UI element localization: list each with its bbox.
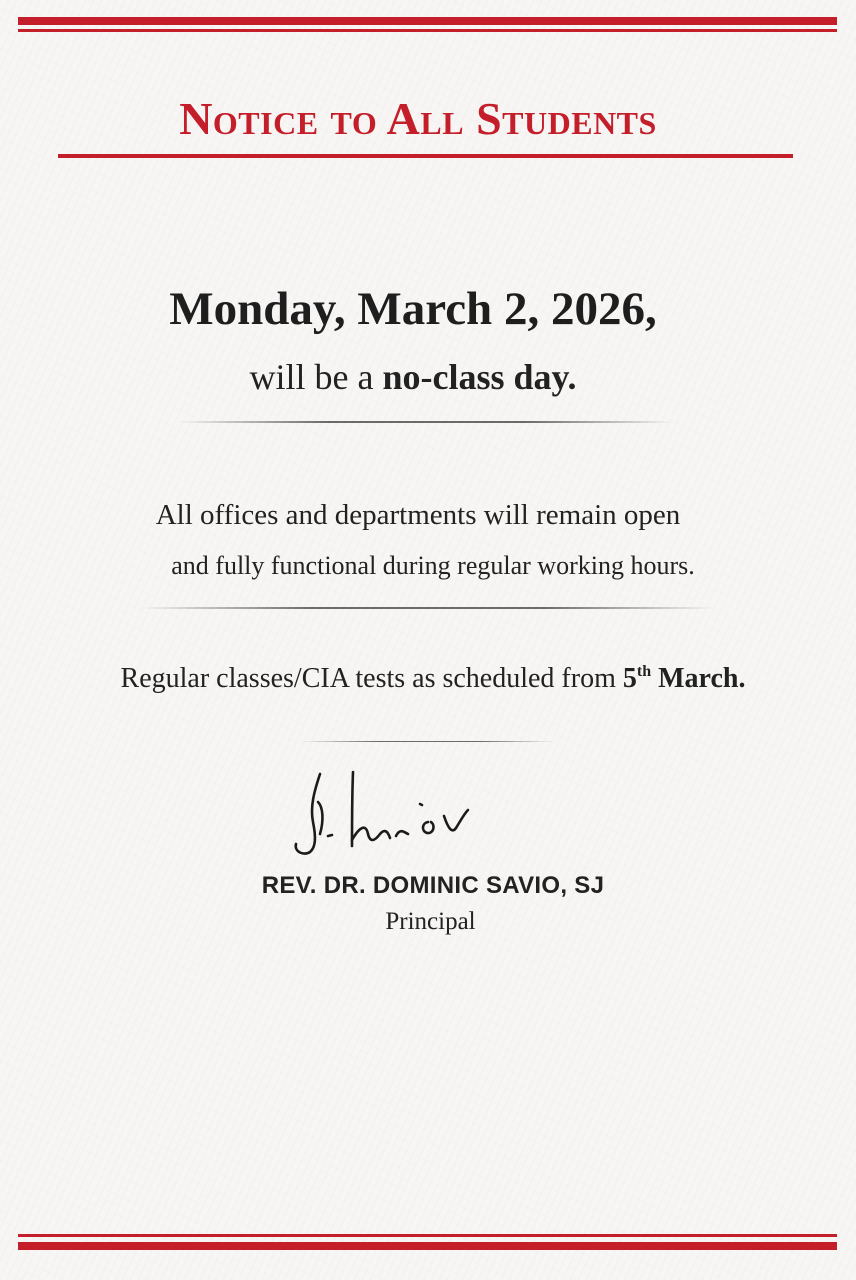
- bottom-border-thin: [18, 1234, 837, 1237]
- offices-line-1: All offices and departments will remain open: [155, 499, 681, 531]
- signatory-role: Principal: [385, 908, 476, 935]
- regular-day: 5: [622, 663, 637, 694]
- divider-3: [300, 741, 555, 742]
- signature-stroke-2: [318, 802, 322, 834]
- regular-month: March.: [651, 663, 746, 694]
- signature-stroke-5: [352, 828, 390, 840]
- top-border-thin: [18, 29, 837, 32]
- notice-title: Notice to All Students: [179, 93, 657, 144]
- no-class-emphasis: no-class day.: [382, 357, 577, 397]
- no-class-prefix: will be a: [249, 357, 383, 397]
- date-line: Monday, March 2, 2026,: [169, 283, 657, 335]
- signature-stroke-8: [444, 810, 468, 830]
- no-class-line: [0, 356, 856, 398]
- signatory-name: REV. DR. DOMINIC SAVIO, SJ: [261, 872, 605, 899]
- signature-stroke-9: [420, 804, 422, 805]
- signature-stroke-1: [296, 774, 320, 854]
- regular-day-suffix: th: [636, 663, 652, 680]
- regular-prefix: Regular classes/CIA tests as scheduled from: [120, 663, 623, 694]
- divider-2: [140, 607, 715, 609]
- offices-line-2: and fully functional during regular working hours.: [171, 551, 695, 580]
- signature-stroke-7: [423, 822, 434, 833]
- signature-image: [280, 762, 550, 862]
- top-border-thick: [18, 17, 837, 25]
- signature-stroke-3: [328, 835, 332, 836]
- bottom-border-thick: [18, 1242, 837, 1250]
- divider-1: [178, 421, 674, 423]
- regular-classes-line: [0, 663, 856, 695]
- signature-stroke-4: [352, 772, 353, 846]
- title-underline: [58, 154, 793, 158]
- signature-stroke-6: [396, 831, 408, 836]
